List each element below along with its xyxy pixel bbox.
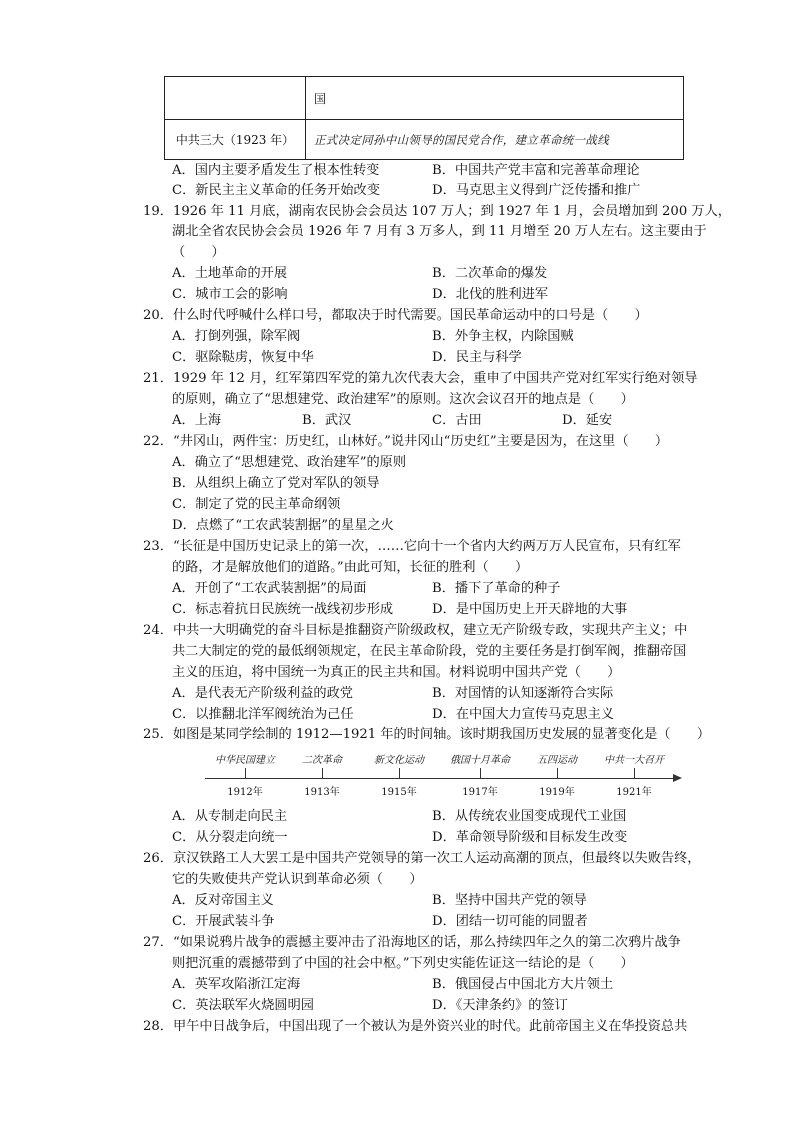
- q27-option-b[interactable]: B．俄国侵占中国北方大片领土: [432, 977, 614, 992]
- q20-option-a[interactable]: A．打倒列强，除军阀: [172, 329, 301, 344]
- q28-stem-line-1: 28．甲午中日战争后，中国出现了一个被认为是外资兴业的时代。此前帝国主义在华投资总共: [143, 1019, 688, 1034]
- q21-stem-line-2: 的原则，确立了“思想建党、政治建军”的原则。这次会议召开的地点是（ ）: [172, 392, 634, 407]
- table-cell-content: 国: [306, 77, 684, 120]
- timeline-year: 1919年: [539, 787, 575, 798]
- q24-option-c[interactable]: C．以推翻北洋军阀统治为己任: [172, 707, 354, 722]
- timeline-tick: [634, 768, 635, 778]
- timeline-year: 1913年: [304, 787, 340, 798]
- q25-option-d[interactable]: D．革命领导阶级和目标发生改变: [432, 830, 628, 845]
- q26-option-c[interactable]: C．开展武装斗争: [172, 914, 275, 929]
- q27-option-c[interactable]: C．英法联军火烧圆明园: [172, 998, 314, 1013]
- timeline-year: 1912年: [227, 787, 263, 798]
- timeline-tick: [557, 768, 558, 778]
- q23-option-a[interactable]: A．开创了“工农武装割据”的局面: [172, 581, 367, 596]
- q18-option-a[interactable]: A．国内主要矛盾发生了根本性转变: [172, 163, 380, 178]
- q19-stem-line-2: 湖北全省农民协会会员 1926 年 7 月有 3 万多人，到 11 月增至 20 万人左右。这主要由于: [172, 224, 707, 239]
- timeline-year: 1921年: [616, 787, 652, 798]
- q24-option-b[interactable]: B．对国情的认知逐渐符合实际: [432, 686, 614, 701]
- history-table-fragment: [164, 76, 684, 160]
- q25-option-a[interactable]: A．从专制走向民主: [172, 809, 288, 824]
- q21-option-b[interactable]: B．武汉: [302, 413, 352, 428]
- timeline-tick: [245, 768, 246, 778]
- q20-option-c[interactable]: C．驱除鞑虏，恢复中华: [172, 350, 314, 365]
- q27-option-a[interactable]: A．英军攻陷浙江定海: [172, 977, 301, 992]
- q22-option-a[interactable]: A．确立了“思想建党、政治建军”的原则: [172, 455, 407, 470]
- q27-option-d[interactable]: D．《天津条约》的签订: [432, 998, 568, 1013]
- q26-option-a[interactable]: A．反对帝国主义: [172, 893, 274, 908]
- q23-option-d[interactable]: D．是中国历史上开天辟地的大事: [432, 602, 628, 617]
- q18-option-b[interactable]: B．中国共产党丰富和完善革命理论: [432, 163, 640, 178]
- q23-stem-line-2: 的路，才是解放他们的道路。”由此可知，长征的胜利（ ）: [172, 560, 529, 575]
- q27-stem-line-2: 则把沉重的震撼带到了中国的社会中枢。”下列史实能佐证这一结论的是（ ）: [172, 956, 634, 971]
- q22-option-b[interactable]: B．从组织上确立了党对军队的领导: [172, 476, 380, 491]
- timeline-event: 中华民国建立: [215, 755, 275, 766]
- timeline-axis: [205, 778, 675, 779]
- table-cell-event: [165, 77, 306, 120]
- q23-stem-line-1: 23．“长征是中国历史记录上的第一次，……它向十一个省内大约两万万人民宣布，只有红军: [143, 539, 681, 554]
- q19-stem-line-1: 19．1926 年 11 月底，湖南农民协会会员达 107 万人；到 1927 年 1 月，会员增加到 200 万人，: [143, 204, 731, 219]
- timeline-tick: [399, 768, 400, 778]
- q24-stem-line-2: 共二大制定的党的最低纲领规定，在民主革命阶段，党的主要任务是打倒军阀，推翻帝国: [172, 644, 687, 659]
- timeline-event: 二次革命: [302, 755, 342, 766]
- q24-stem-line-1: 24．中共一大明确党的奋斗目标是推翻资产阶级政权，建立无产阶级专政，实现共产主义；中: [143, 623, 688, 638]
- q18-option-c[interactable]: C．新民主主义革命的任务开始改变: [172, 183, 380, 198]
- q25-option-c[interactable]: C．从分裂走向统一: [172, 830, 288, 845]
- q24-option-d[interactable]: D．在中国大力宣传马克思主义: [432, 707, 615, 722]
- timeline-event: 新文化运动: [374, 755, 424, 766]
- q19-option-c[interactable]: C．城市工会的影响: [172, 287, 288, 302]
- q20-option-b[interactable]: B．外争主权，内除国贼: [432, 329, 574, 344]
- q24-option-a[interactable]: A．是代表无产阶级利益的政党: [172, 686, 353, 701]
- q23-option-b[interactable]: B．播下了革命的种子: [432, 581, 561, 596]
- q21-option-d[interactable]: D．延安: [562, 413, 613, 428]
- q21-option-c[interactable]: C．古田: [432, 413, 482, 428]
- timeline-event: 俄国十月革命: [450, 755, 510, 766]
- timeline-arrow-icon: [673, 774, 682, 782]
- table-row: [165, 120, 684, 160]
- timeline-tick: [322, 768, 323, 778]
- table-row: [165, 77, 684, 120]
- timeline-figure: [205, 748, 685, 798]
- q22-option-c[interactable]: C．制定了党的民主革命纲领: [172, 497, 341, 512]
- q25-option-b[interactable]: B．从传统农业国变成现代工业国: [432, 809, 627, 824]
- q20-option-d[interactable]: D．民主与科学: [432, 350, 522, 365]
- q22-option-d[interactable]: D．点燃了“工农武装割据”的星星之火: [172, 518, 394, 533]
- timeline-tick: [480, 768, 481, 778]
- q18-option-d[interactable]: D．马克思主义得到广泛传播和推广: [432, 183, 641, 198]
- q20-stem-line-1: 20．什么时代呼喊什么样口号，都取决于时代需要。国民革命运动中的口号是（ ）: [143, 308, 648, 323]
- q19-option-b[interactable]: B．二次革命的爆发: [432, 266, 548, 281]
- q19-stem-line-3: （ ）: [172, 245, 225, 260]
- q26-stem-line-1: 26．京汉铁路工人大罢工是中国共产党领导的第一次工人运动高潮的顶点，但最终以失败告终，: [143, 851, 701, 866]
- timeline-year: 1917年: [462, 787, 498, 798]
- q27-stem-line-1: 27．“如果说鸦片战争的震撼主要冲击了沿海地区的话，那么持续四年之久的第二次鸦片战争: [143, 935, 681, 950]
- q19-option-a[interactable]: A．土地革命的开展: [172, 266, 288, 281]
- q19-option-d[interactable]: D．北伐的胜利进军: [432, 287, 549, 302]
- q26-option-b[interactable]: B．坚持中国共产党的领导: [432, 893, 587, 908]
- q21-option-a[interactable]: A．上海: [172, 413, 222, 428]
- table-cell-content: 正式决定同孙中山领导的国民党合作，建立革命统一战线: [306, 120, 684, 160]
- q26-stem-line-2: 它的失败使共产党认识到革命必须（ ）: [172, 872, 423, 887]
- q24-stem-line-3: 主义的压迫，将中国统一为真正的民主共和国。材料说明中国共产党（ ）: [172, 665, 621, 680]
- q21-stem-line-1: 21．1929 年 12 月，红军第四军党的第九次代表大会，重申了中国共产党对红军实行绝对领导: [143, 371, 698, 386]
- q26-option-d[interactable]: D．团结一切可能的同盟者: [432, 914, 588, 929]
- q22-stem-line-1: 22．“井冈山，两件宝：历史红，山林好。”说井冈山“历史红”主要是因为，在这里（ ）: [143, 434, 669, 449]
- timeline-event: 五四运动: [537, 755, 577, 766]
- timeline-year: 1915年: [381, 787, 417, 798]
- table-cell-event: 中共三大（1923 年）: [165, 120, 306, 160]
- q25-stem-line-1: 25．如图是某同学绘制的 1912—1921 年的时间轴。该时期我国历史发展的显著变化是（ ）: [143, 727, 711, 742]
- q23-option-c[interactable]: C．标志着抗日民族统一战线初步形成: [172, 602, 394, 617]
- timeline-event: 中共一大召开: [604, 755, 664, 766]
